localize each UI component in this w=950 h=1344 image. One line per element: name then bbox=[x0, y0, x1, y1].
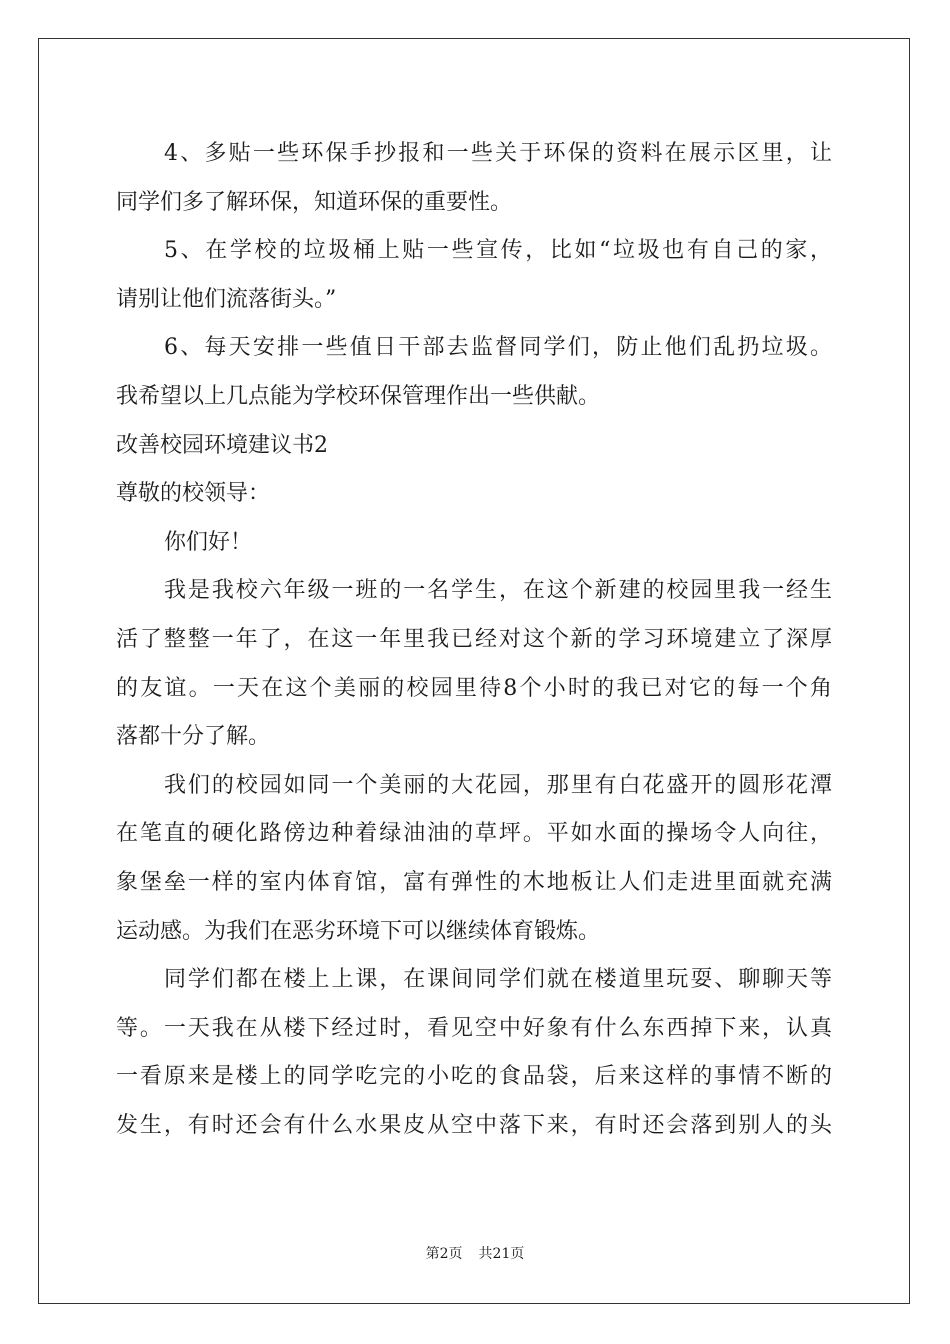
paragraph-line: 等。一天我在从楼下经过时，看见空中好象有什么东西掉下来，认真 bbox=[116, 1015, 832, 1041]
paragraph-line: 我希望以上几点能为学校环保管理作出一些供献。 bbox=[116, 383, 601, 409]
page-number-total: 共21页 bbox=[478, 1246, 525, 1262]
paragraph-line: 4、多贴一些环保手抄报和一些关于环保的资料在展示区里，让 bbox=[164, 141, 832, 166]
paragraph-line: 6、每天安排一些值日干部去监督同学们，防止他们乱扔垃圾。 bbox=[164, 335, 832, 361]
document-body bbox=[116, 130, 832, 1150]
paragraph-line: 象堡垒一样的室内体育馆，富有弹性的木地板让人们走进里面就充满 bbox=[116, 869, 832, 895]
paragraph-line: 的友谊。一天在这个美丽的校园里待8个小时的我已对它的每一个角 bbox=[116, 675, 832, 701]
paragraph-line: 落都十分了解。 bbox=[116, 724, 271, 750]
paragraph-line: 在笔直的硬化路傍边种着绿油油的草坪。平如水面的操场令人向往， bbox=[116, 821, 832, 847]
salutation: 尊敬的校领导： bbox=[116, 481, 271, 507]
paragraph-line: 运动感。为我们在恶劣环境下可以继续体育锻炼。 bbox=[116, 918, 601, 944]
paragraph-line: 请别让他们流落街头。” bbox=[116, 286, 337, 312]
paragraph-line: 我们的校园如同一个美丽的大花园，那里有白花盛开的圆形花潭 bbox=[164, 772, 832, 798]
paragraph-line: 发生，有时还会有什么水果皮从空中落下来，有时还会落到别人的头 bbox=[116, 1112, 832, 1138]
paragraph-line: 5、在学校的垃圾桶上贴一些宣传，比如“垃圾也有自己的家， bbox=[164, 238, 832, 264]
page-footer bbox=[0, 1243, 950, 1263]
paragraph-line: 我是我校六年级一班的一名学生，在这个新建的校园里我一经生 bbox=[164, 578, 832, 604]
paragraph-line: 活了整整一年了，在这一年里我已经对这个新的学习环境建立了深厚 bbox=[116, 626, 832, 652]
paragraph-line: 一看原来是楼上的同学吃完的小吃的食品袋，后来这样的事情不断的 bbox=[116, 1064, 832, 1090]
document-title: 改善校园环境建议书2 bbox=[116, 432, 328, 458]
paragraph-line: 同学们都在楼上上课，在课间同学们就在楼道里玩耍、聊聊天等 bbox=[164, 967, 832, 993]
page-number-current: 第2页 bbox=[425, 1246, 463, 1262]
greeting: 你们好！ bbox=[164, 529, 253, 555]
paragraph-line: 同学们多了解环保，知道环保的重要性。 bbox=[116, 189, 513, 215]
